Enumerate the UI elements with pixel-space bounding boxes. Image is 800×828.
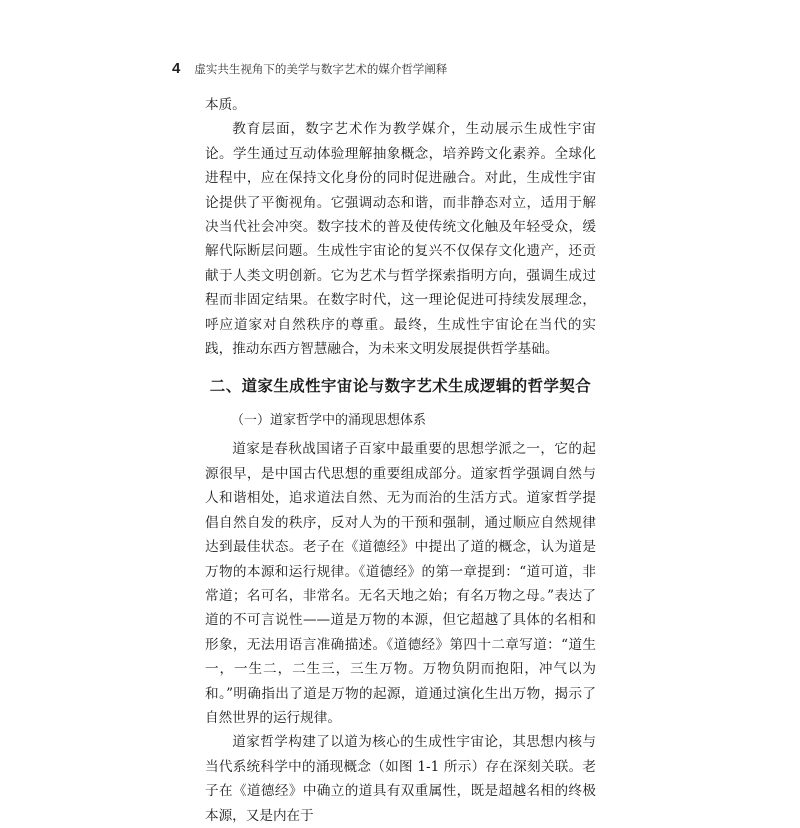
running-title: 虚实共生视角下的美学与数字艺术的媒介哲学阐释 — [194, 62, 448, 76]
page-body — [205, 93, 596, 828]
page-number: 4 — [172, 60, 181, 77]
paragraph-daoism-emergence: 道家哲学构建了以道为核心的生成性宇宙论，其思想内核与当代系统科学中的涌现概念（如图 1-1 所示）存在深刻关联。老子在《道德经》中确立的道具有双重属性，既是超越名相的终极本源，又是内在于 — [205, 734, 596, 824]
running-header — [172, 60, 447, 77]
paragraph-daoism-origin: 道家是春秋战国诸子百家中最重要的思想学派之一，它的起源很早，是中国古代思想的重要组成部分。道家哲学强调自然与人和谐相处，追求道法自然、无为而治的生活方式。道家哲学提倡自然自发的秩序，反对人为的干预和强制，通过顺应自然规律达到最佳状态。老子在《道德经》中提出了道的概念，认为道是万物的本源和运行规律。《道德经》的第一章提到：“道可道，非常道；名可名，非常名。无名天地之始；有名万物之母。”表达了道的不可言说性——道是万物的本源，但它超越了具体的名相和形象，无法用语言准确描述。《道德经》第四十二章写道：“道生一，一生二，二生三，三生万物。万物负阴而抱阳，冲气以为和。”明确指出了道是万物的起源，道通过演化生出万物，揭示了自然世界的运行规律。 — [205, 441, 596, 726]
section-heading: 二、道家生成性宇宙论与数字艺术生成逻辑的哲学契合 — [209, 377, 592, 396]
subsection-heading: （一）道家哲学中的涌现思想体系 — [231, 413, 427, 429]
paragraph-continued: 本质。 — [205, 97, 246, 113]
paragraph-education: 教育层面，数字艺术作为教学媒介，生动展示生成性宇宙论。学生通过互动体验理解抽象概念，培养跨文化素养。全球化进程中，应在保持文化身份的同时促进融合。对此，生成性宇宙论提供了平衡视角。它强调动态和谐，而非静态对立，适用于解决当代社会冲突。数字技术的普及使传统文化触及年轻受众，缓解代际断层问题。生成性宇宙论的复兴不仅保存文化遗产，还贡献于人类文明创新。它为艺术与哲学探索指明方向，强调生成过程而非固定结果。在数字时代，这一理论促进可持续发展理念，呼应道家对自然秩序的尊重。最终，生成性宇宙论在当代的实践，推动东西方智慧融合，为未来文明发展提供哲学基础。 — [205, 121, 596, 358]
